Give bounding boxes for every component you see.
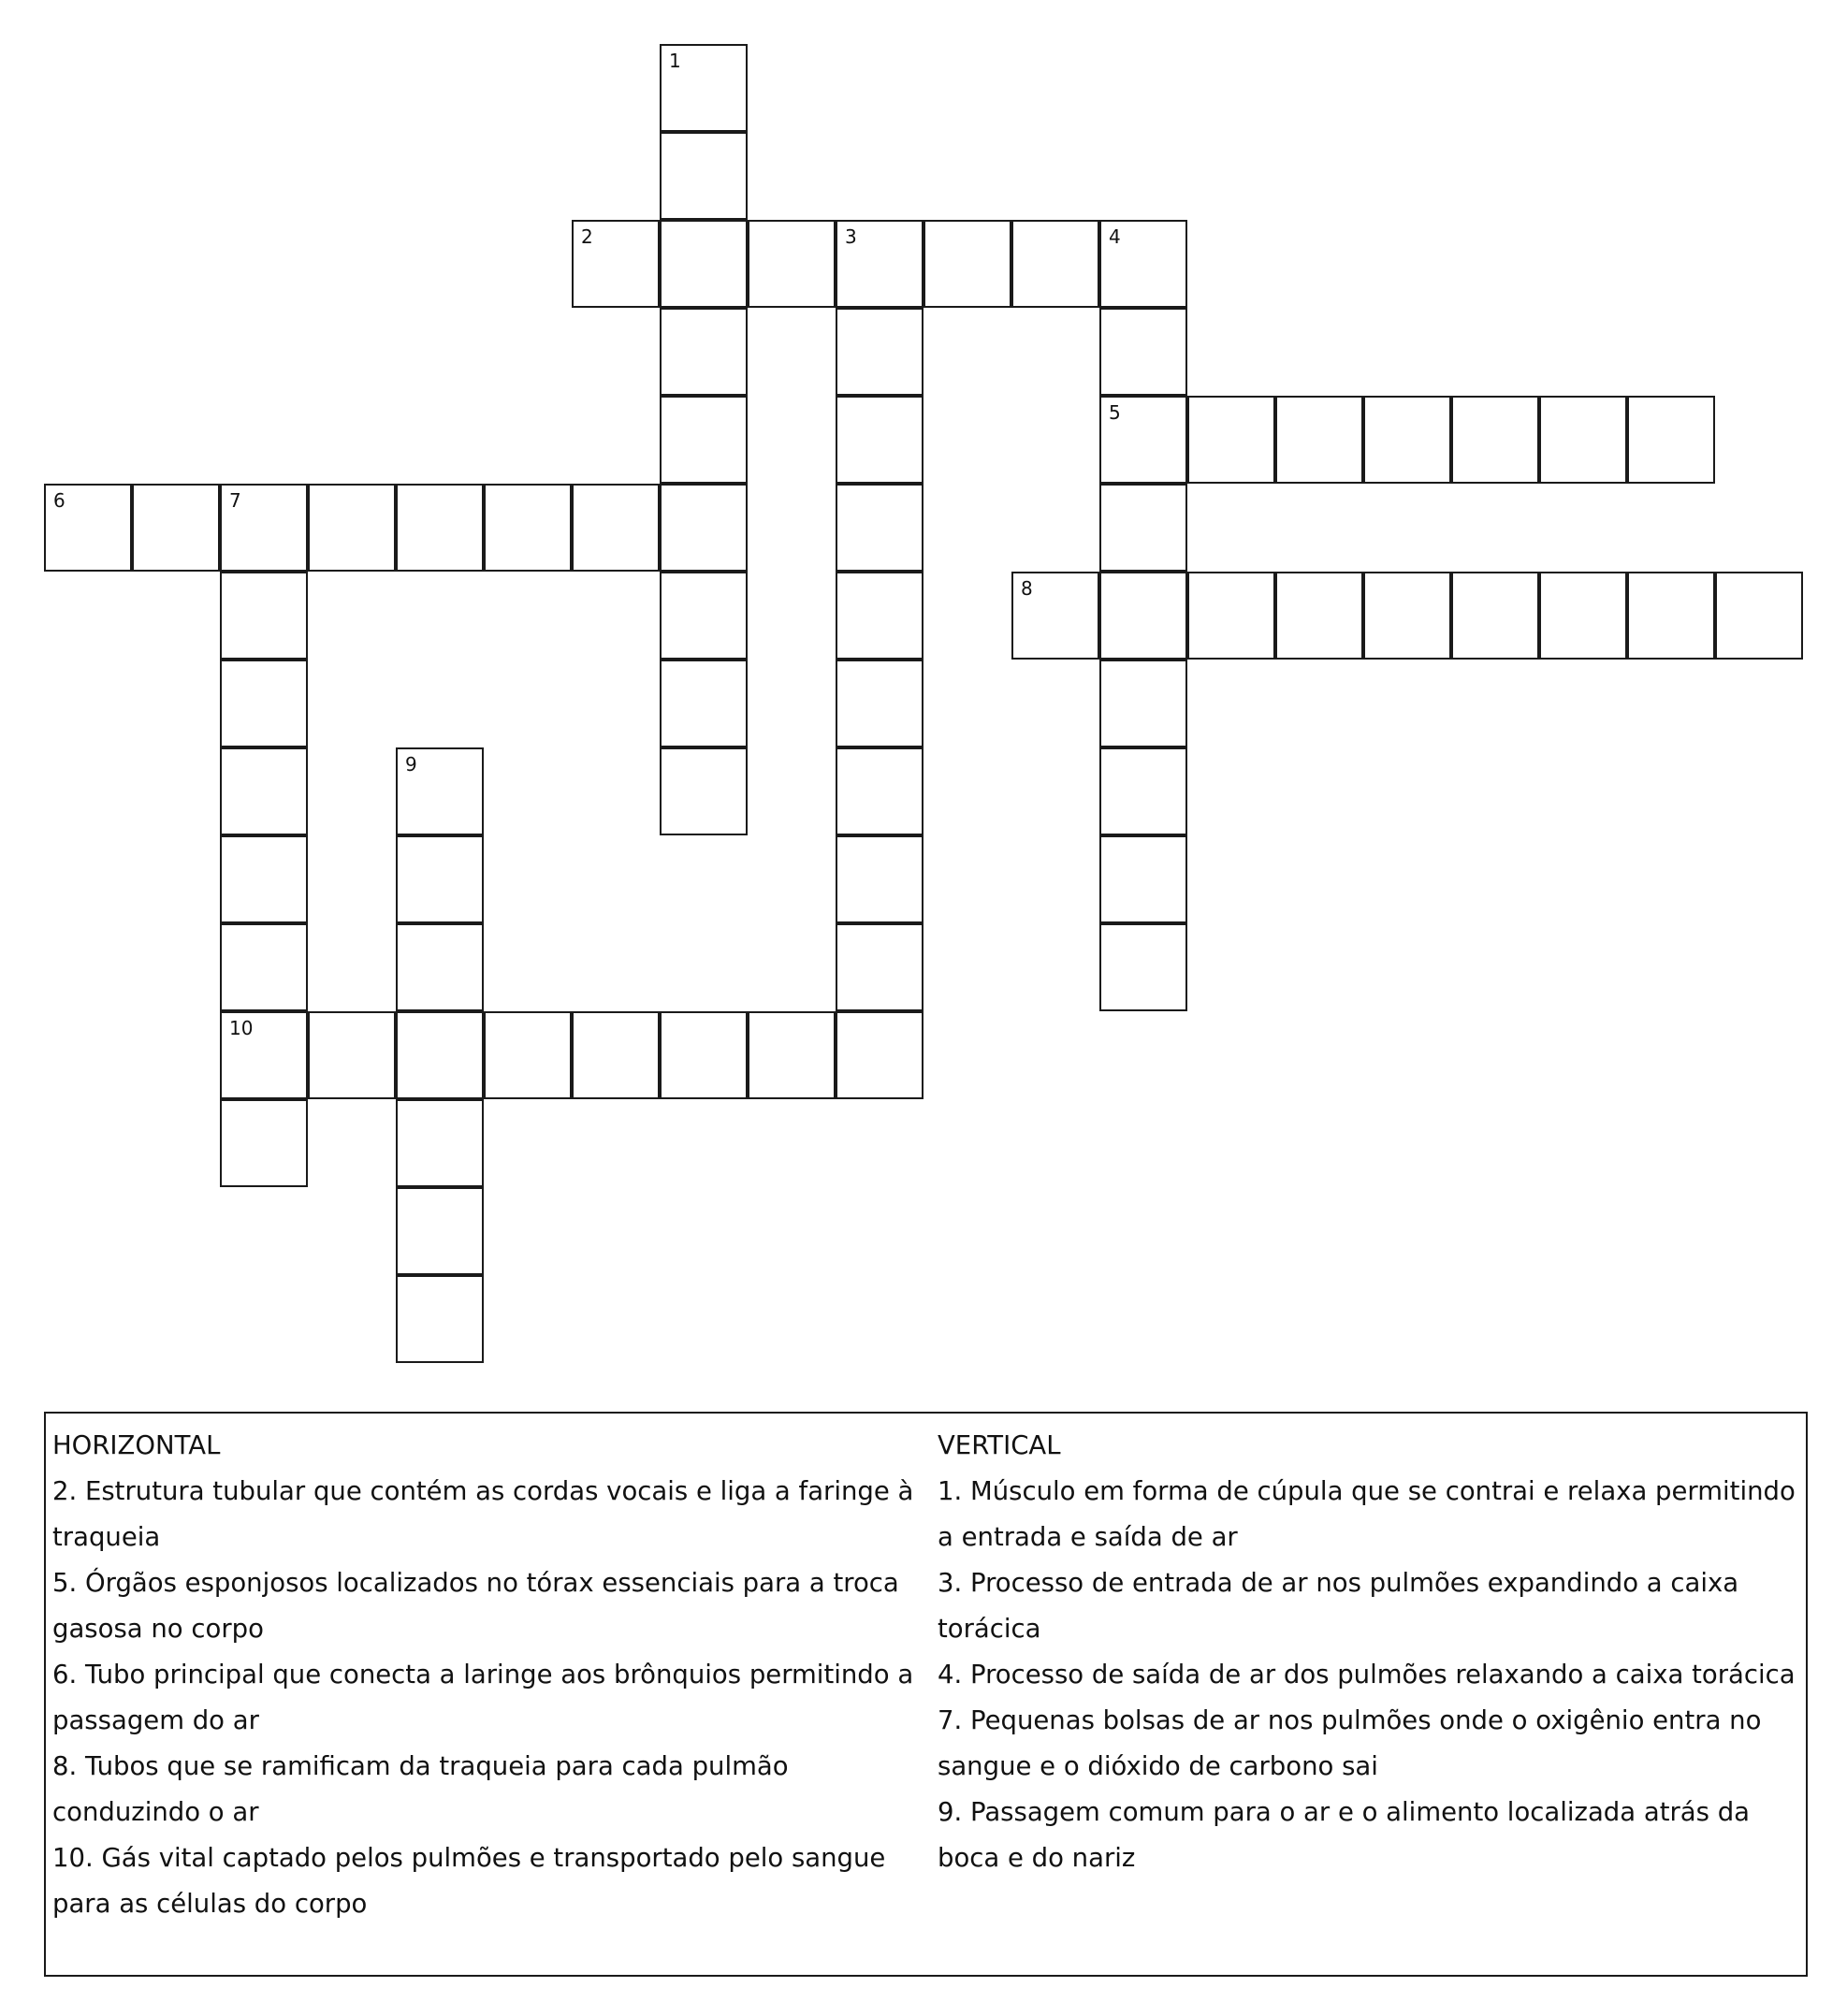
grid-cell[interactable] [836, 747, 924, 835]
clue-number: 4 [1109, 225, 1121, 248]
letter-input[interactable] [486, 486, 570, 570]
grid-cell[interactable] [660, 747, 748, 835]
letter-input[interactable] [1189, 573, 1273, 658]
letter-input[interactable] [1541, 398, 1625, 482]
letter-input[interactable] [1629, 398, 1713, 482]
across-clue: 2. Estrutura tubular que contém as cordas vocais e liga a faringe à traqueia [52, 1476, 914, 1552]
grid-cell[interactable] [1011, 220, 1099, 308]
down-clue: 7. Pequenas bolsas de ar nos pulmões onde o oxigênio entra no sangue e o dióxido de carbono sai [938, 1705, 1762, 1781]
across-clue: 8. Tubos que se ramificam da traqueia para cada pulmão conduzindo o ar [52, 1751, 789, 1827]
grid-cell[interactable] [220, 923, 308, 1011]
grid-cell[interactable] [396, 1275, 484, 1363]
across-clues-title: HORIZONTAL [52, 1430, 221, 1460]
across-clue: 10. Gás vital captado pelos pulmões e transportado pelo sangue para as células do corpo [52, 1843, 886, 1919]
letter-input[interactable] [46, 486, 130, 570]
grid-cell[interactable] [1539, 396, 1627, 484]
grid-cell[interactable] [836, 835, 924, 923]
letter-input[interactable] [574, 1013, 658, 1097]
clue-number: 2 [581, 225, 593, 248]
letter-input[interactable] [222, 925, 306, 1009]
grid-cell[interactable] [44, 484, 132, 572]
grid-cell[interactable] [220, 572, 308, 660]
grid-cell[interactable] [1099, 835, 1187, 923]
letter-input[interactable] [837, 925, 922, 1009]
grid-cell[interactable] [1099, 923, 1187, 1011]
letter-input[interactable] [662, 398, 746, 482]
letter-input[interactable] [398, 925, 482, 1009]
grid-cell[interactable] [220, 835, 308, 923]
grid-cell[interactable] [660, 660, 748, 747]
letter-input[interactable] [1453, 398, 1537, 482]
grid-cell[interactable] [1275, 396, 1363, 484]
grid-cell[interactable] [836, 220, 924, 308]
letter-input[interactable] [222, 573, 306, 658]
grid-cell[interactable] [1451, 396, 1539, 484]
letter-input[interactable] [837, 1013, 922, 1097]
clue-number: 8 [1021, 577, 1033, 600]
grid-cell[interactable] [660, 484, 748, 572]
grid-cell[interactable] [1099, 396, 1187, 484]
grid-cell[interactable] [1099, 572, 1187, 660]
letter-input[interactable] [398, 486, 482, 570]
across-clue: 5. Órgãos esponjosos localizados no tórax essenciais para a troca gasosa no corpo [52, 1568, 899, 1644]
grid-cell[interactable] [484, 484, 572, 572]
letter-input[interactable] [662, 222, 746, 306]
grid-cell[interactable] [1099, 484, 1187, 572]
grid-cell[interactable] [396, 1099, 484, 1187]
grid-cell[interactable] [1275, 572, 1363, 660]
letter-input[interactable] [662, 661, 746, 746]
letter-input[interactable] [1101, 222, 1185, 306]
grid-cell[interactable] [572, 1011, 660, 1099]
letter-input[interactable] [574, 222, 658, 306]
grid-cell[interactable] [1627, 396, 1715, 484]
letter-input[interactable] [837, 837, 922, 921]
letter-input[interactable] [837, 661, 922, 746]
grid-cell[interactable] [1099, 660, 1187, 747]
grid-cell[interactable] [1099, 747, 1187, 835]
letter-input[interactable] [1101, 310, 1185, 394]
grid-cell[interactable] [220, 747, 308, 835]
letter-input[interactable] [749, 222, 834, 306]
grid-cell[interactable] [660, 396, 748, 484]
letter-input[interactable] [837, 749, 922, 834]
letter-input[interactable] [222, 486, 306, 570]
letter-input[interactable] [398, 1277, 482, 1361]
letter-input[interactable] [310, 486, 394, 570]
letter-input[interactable] [1101, 486, 1185, 570]
across-clue: 6. Tubo principal que conecta a laringe aos brônquios permitindo a passagem do ar [52, 1660, 914, 1735]
across-clues-column [52, 1423, 937, 1927]
letter-input[interactable] [662, 46, 746, 130]
grid-cell[interactable] [220, 1011, 308, 1099]
clue-number: 7 [229, 489, 241, 512]
letter-input[interactable] [837, 222, 922, 306]
grid-cell[interactable] [660, 572, 748, 660]
clue-number: 10 [229, 1017, 254, 1039]
letter-input[interactable] [398, 749, 482, 834]
grid-cell[interactable] [836, 1011, 924, 1099]
grid-cell[interactable] [396, 923, 484, 1011]
letter-input[interactable] [1101, 837, 1185, 921]
letter-input[interactable] [662, 310, 746, 394]
grid-cell[interactable] [308, 484, 396, 572]
clue-number: 3 [845, 225, 857, 248]
grid-cell[interactable] [1715, 572, 1803, 660]
letter-input[interactable] [1453, 573, 1537, 658]
grid-cell[interactable] [1099, 308, 1187, 396]
letter-input[interactable] [222, 837, 306, 921]
grid-cell[interactable] [660, 308, 748, 396]
down-clue: 1. Músculo em forma de cúpula que se contrai e relaxa permitindo a entrada e saída de ar [938, 1476, 1796, 1552]
letter-input[interactable] [749, 1013, 834, 1097]
letter-input[interactable] [1365, 398, 1449, 482]
down-clues-column [938, 1423, 1798, 1881]
letter-input[interactable] [662, 486, 746, 570]
grid-cell[interactable] [572, 220, 660, 308]
grid-cell[interactable] [836, 308, 924, 396]
letter-input[interactable] [1101, 573, 1185, 658]
letter-input[interactable] [1717, 573, 1801, 658]
down-clue: 3. Processo de entrada de ar nos pulmões expandindo a caixa torácica [938, 1568, 1739, 1644]
grid-cell[interactable] [308, 1011, 396, 1099]
grid-cell[interactable] [220, 484, 308, 572]
letter-input[interactable] [1365, 573, 1449, 658]
letter-input[interactable] [662, 134, 746, 218]
grid-cell[interactable] [836, 923, 924, 1011]
letter-input[interactable] [574, 486, 658, 570]
letter-input[interactable] [398, 837, 482, 921]
grid-cell[interactable] [1363, 396, 1451, 484]
clue-number: 5 [1109, 401, 1121, 424]
grid-cell[interactable] [836, 484, 924, 572]
letter-input[interactable] [1277, 398, 1361, 482]
letter-input[interactable] [662, 1013, 746, 1097]
letter-input[interactable] [398, 1189, 482, 1273]
grid-cell[interactable] [396, 835, 484, 923]
grid-cell[interactable] [748, 220, 836, 308]
letter-input[interactable] [222, 661, 306, 746]
grid-cell[interactable] [1539, 572, 1627, 660]
letter-input[interactable] [1101, 749, 1185, 834]
letter-input[interactable] [222, 1013, 306, 1097]
grid-cell[interactable] [1099, 220, 1187, 308]
letter-input[interactable] [310, 1013, 394, 1097]
letter-input[interactable] [222, 749, 306, 834]
grid-cell[interactable] [396, 1187, 484, 1275]
letter-input[interactable] [837, 486, 922, 570]
clues-box [44, 1412, 1808, 1977]
grid-cell[interactable] [220, 1099, 308, 1187]
grid-cell[interactable] [1011, 572, 1099, 660]
grid-cell[interactable] [396, 747, 484, 835]
clue-number: 1 [669, 50, 681, 72]
grid-cell[interactable] [484, 1011, 572, 1099]
grid-cell[interactable] [660, 44, 748, 132]
grid-cell[interactable] [1627, 572, 1715, 660]
grid-cell[interactable] [572, 484, 660, 572]
letter-input[interactable] [837, 398, 922, 482]
down-clue: 9. Passagem comum para o ar e o alimento localizada atrás da boca e do nariz [938, 1797, 1751, 1873]
letter-input[interactable] [662, 573, 746, 658]
grid-cell[interactable] [396, 484, 484, 572]
letter-input[interactable] [837, 310, 922, 394]
grid-cell[interactable] [220, 660, 308, 747]
grid-cell[interactable] [836, 572, 924, 660]
letter-input[interactable] [1013, 222, 1098, 306]
letter-input[interactable] [1101, 398, 1185, 482]
letter-input[interactable] [1277, 573, 1361, 658]
letter-input[interactable] [398, 1101, 482, 1185]
letter-input[interactable] [837, 573, 922, 658]
grid-cell[interactable] [660, 1011, 748, 1099]
letter-input[interactable] [1629, 573, 1713, 658]
clue-number: 9 [405, 753, 417, 776]
clue-number: 6 [53, 489, 65, 512]
grid-cell[interactable] [660, 220, 748, 308]
grid-cell[interactable] [924, 220, 1011, 308]
grid-cell[interactable] [660, 132, 748, 220]
grid-cell[interactable] [1187, 572, 1275, 660]
down-clue: 4. Processo de saída de ar dos pulmões relaxando a caixa torácica [938, 1660, 1796, 1690]
grid-cell[interactable] [132, 484, 220, 572]
letter-input[interactable] [925, 222, 1010, 306]
grid-cell[interactable] [1363, 572, 1451, 660]
letter-input[interactable] [398, 1013, 482, 1097]
letter-input[interactable] [134, 486, 218, 570]
letter-input[interactable] [1541, 573, 1625, 658]
letter-input[interactable] [662, 749, 746, 834]
letter-input[interactable] [1101, 661, 1185, 746]
letter-input[interactable] [222, 1101, 306, 1185]
letter-input[interactable] [1189, 398, 1273, 482]
letter-input[interactable] [486, 1013, 570, 1097]
grid-cell[interactable] [748, 1011, 836, 1099]
letter-input[interactable] [1013, 573, 1098, 658]
grid-cell[interactable] [1187, 396, 1275, 484]
grid-cell[interactable] [396, 1011, 484, 1099]
letter-input[interactable] [1101, 925, 1185, 1009]
down-clues-title: VERTICAL [938, 1430, 1061, 1460]
grid-cell[interactable] [836, 660, 924, 747]
grid-cell[interactable] [836, 396, 924, 484]
grid-cell[interactable] [1451, 572, 1539, 660]
